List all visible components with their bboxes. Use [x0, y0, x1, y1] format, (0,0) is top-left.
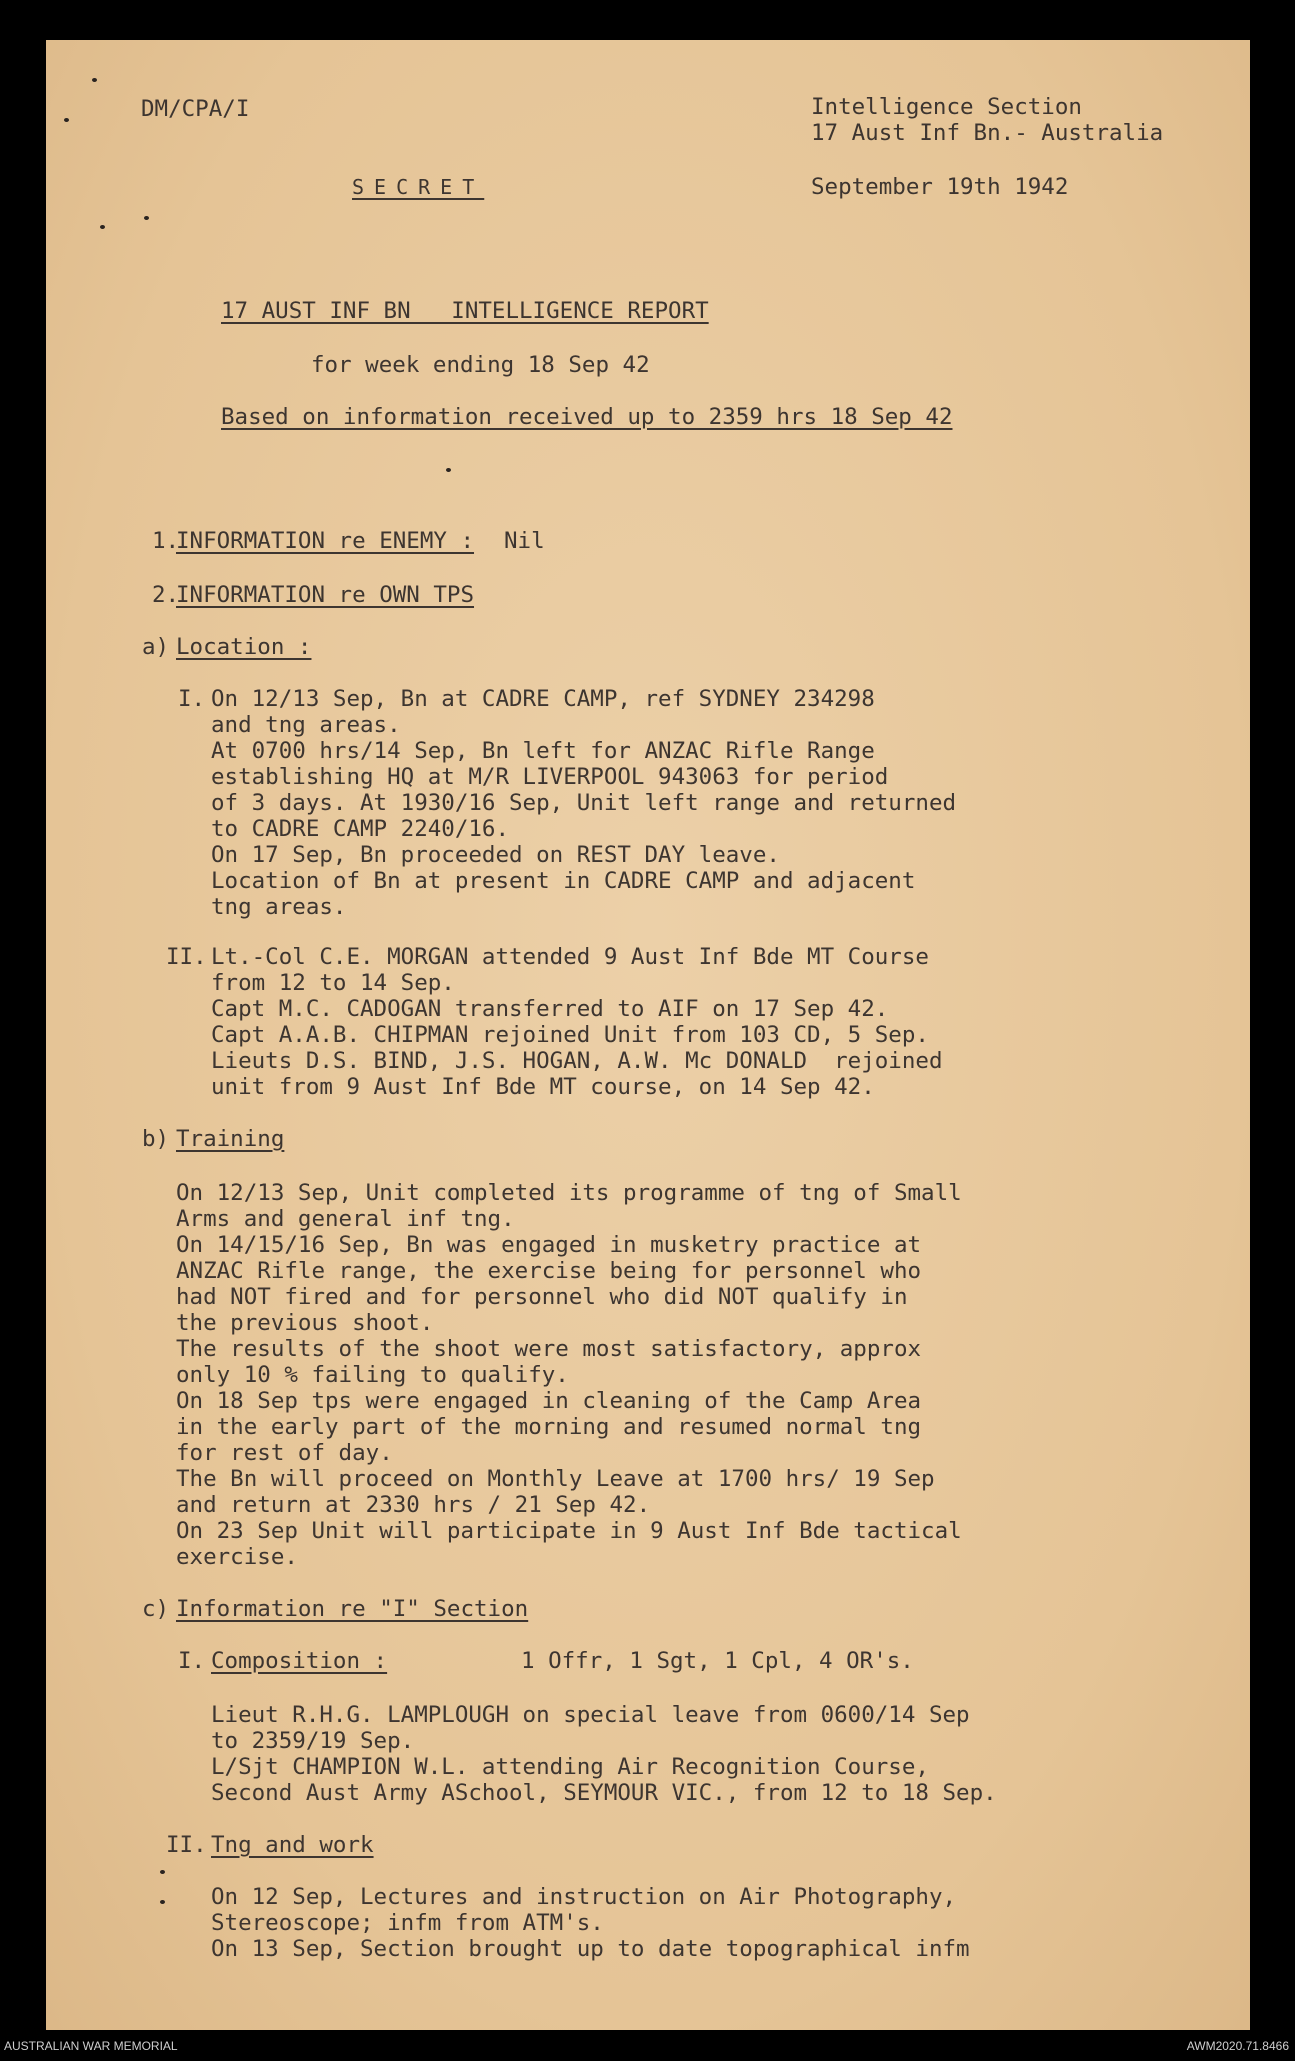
section-2-heading: INFORMATION re OWN TPS	[176, 582, 475, 608]
report-title: 17 AUST INF BN INTELLIGENCE REPORT	[221, 298, 709, 324]
footer-item-id: AWM2020.71.8466	[1186, 2039, 1289, 2053]
paragraph-line: tng areas.	[211, 894, 347, 920]
paragraph-line: Stereoscope; infm from ATM's.	[211, 1910, 604, 1936]
section-2-number: 2.	[152, 582, 180, 608]
report-date: September 19th 1942	[811, 174, 1069, 200]
ink-speck	[100, 225, 105, 229]
ink-speck	[160, 1900, 165, 1904]
paragraph-line: and tng areas.	[211, 712, 401, 738]
document-page	[46, 40, 1250, 2030]
tng-work-heading: Tng and work	[211, 1832, 374, 1858]
paragraph-line: On 12/13 Sep, Bn at CADRE CAMP, ref SYDNEY 234298	[211, 686, 875, 712]
paragraph-line: Lieuts D.S. BIND, J.S. HOGAN, A.W. Mc DONALD rejoined	[211, 1048, 943, 1074]
location-II-number: II.	[166, 944, 207, 970]
paragraph-line: of 3 days. At 1930/16 Sep, Unit left range and returned	[211, 790, 957, 816]
office-line-2: 17 Aust Inf Bn.- Australia	[811, 120, 1164, 146]
classification: SECRET	[352, 175, 485, 199]
reference-code: DM/CPA/I	[141, 96, 250, 122]
ink-speck	[92, 78, 97, 82]
composition-heading: Composition :	[211, 1648, 388, 1674]
subsection-c-heading: Information re "I" Section	[176, 1596, 529, 1622]
paragraph-line: the previous shoot.	[176, 1310, 434, 1336]
ink-speck	[446, 468, 451, 472]
report-basis: Based on information received up to 2359 hrs 18 Sep 42	[221, 404, 953, 430]
office-line-1: Intelligence Section	[811, 94, 1082, 120]
ink-speck	[160, 1870, 165, 1874]
paragraph-line: On 12/13 Sep, Unit completed its programme of tng of Small	[176, 1180, 962, 1206]
section-1-value: Nil	[504, 528, 545, 554]
paragraph-line: At 0700 hrs/14 Sep, Bn left for ANZAC Rifle Range	[211, 738, 875, 764]
paragraph-line: Lieut R.H.G. LAMPLOUGH on special leave from 0600/14 Sep	[211, 1702, 970, 1728]
paragraph-line: to 2359/19 Sep.	[211, 1728, 415, 1754]
paragraph-line: establishing HQ at M/R LIVERPOOL 943063 for period	[211, 764, 889, 790]
paragraph-line: Second Aust Army ASchool, SEYMOUR VIC., from 12 to 18 Sep.	[211, 1780, 997, 1806]
paragraph-line: had NOT fired and for personnel who did NOT qualify in	[176, 1284, 908, 1310]
composition-value: 1 Offr, 1 Sgt, 1 Cpl, 4 OR's.	[521, 1648, 914, 1674]
paragraph-line: Capt A.A.B. CHIPMAN rejoined Unit from 103 CD, 5 Sep.	[211, 1022, 929, 1048]
paragraph-line: On 18 Sep tps were engaged in cleaning of the Camp Area	[176, 1388, 922, 1414]
paragraph-line: Location of Bn at present in CADRE CAMP and adjacent	[211, 868, 916, 894]
paragraph-line: ANZAC Rifle range, the exercise being for personnel who	[176, 1258, 922, 1284]
section-1-number: 1.	[152, 528, 180, 554]
report-subtitle: for week ending 18 Sep 42	[311, 352, 650, 378]
paragraph-line: only 10 % failing to qualify.	[176, 1362, 569, 1388]
paragraph-line: On 17 Sep, Bn proceeded on REST DAY leave.	[211, 842, 780, 868]
ink-speck	[144, 216, 149, 220]
tng-work-number: II.	[166, 1832, 207, 1858]
subsection-a-label: a)	[142, 634, 170, 660]
subsection-b-heading: Training	[176, 1126, 285, 1152]
composition-number: I.	[178, 1648, 206, 1674]
ink-speck	[64, 118, 69, 122]
paragraph-line: unit from 9 Aust Inf Bde MT course, on 14 Sep 42.	[211, 1074, 875, 1100]
paragraph-line: The results of the shoot were most satisfactory, approx	[176, 1336, 922, 1362]
paragraph-line: Arms and general inf tng.	[176, 1206, 515, 1232]
subsection-a-heading: Location :	[176, 634, 312, 660]
paragraph-line: On 23 Sep Unit will participate in 9 Aust Inf Bde tactical	[176, 1518, 962, 1544]
paragraph-line: On 14/15/16 Sep, Bn was engaged in musketry practice at	[176, 1232, 922, 1258]
paragraph-line: Lt.-Col C.E. MORGAN attended 9 Aust Inf Bde MT Course	[211, 944, 929, 970]
paragraph-line: exercise.	[176, 1544, 298, 1570]
paragraph-line: from 12 to 14 Sep.	[211, 970, 455, 996]
paragraph-line: On 12 Sep, Lectures and instruction on Air Photography,	[211, 1884, 957, 1910]
location-I-number: I.	[178, 686, 206, 712]
paragraph-line: to CADRE CAMP 2240/16.	[211, 816, 510, 842]
footer-archive-name: AUSTRALIAN WAR MEMORIAL	[4, 2039, 178, 2053]
paragraph-line: and return at 2330 hrs / 21 Sep 42.	[176, 1492, 651, 1518]
paragraph-line: Capt M.C. CADOGAN transferred to AIF on 17 Sep 42.	[211, 996, 889, 1022]
paragraph-line: The Bn will proceed on Monthly Leave at 1700 hrs/ 19 Sep	[176, 1466, 935, 1492]
paragraph-line: L/Sjt CHAMPION W.L. attending Air Recognition Course,	[211, 1754, 929, 1780]
paragraph-line: for rest of day.	[176, 1440, 393, 1466]
subsection-b-label: b)	[142, 1126, 170, 1152]
section-1-heading: INFORMATION re ENEMY :	[176, 528, 475, 554]
paragraph-line: On 13 Sep, Section brought up to date topographical infm	[211, 1936, 970, 1962]
subsection-c-label: c)	[142, 1596, 170, 1622]
paragraph-line: in the early part of the morning and resumed normal tng	[176, 1414, 922, 1440]
